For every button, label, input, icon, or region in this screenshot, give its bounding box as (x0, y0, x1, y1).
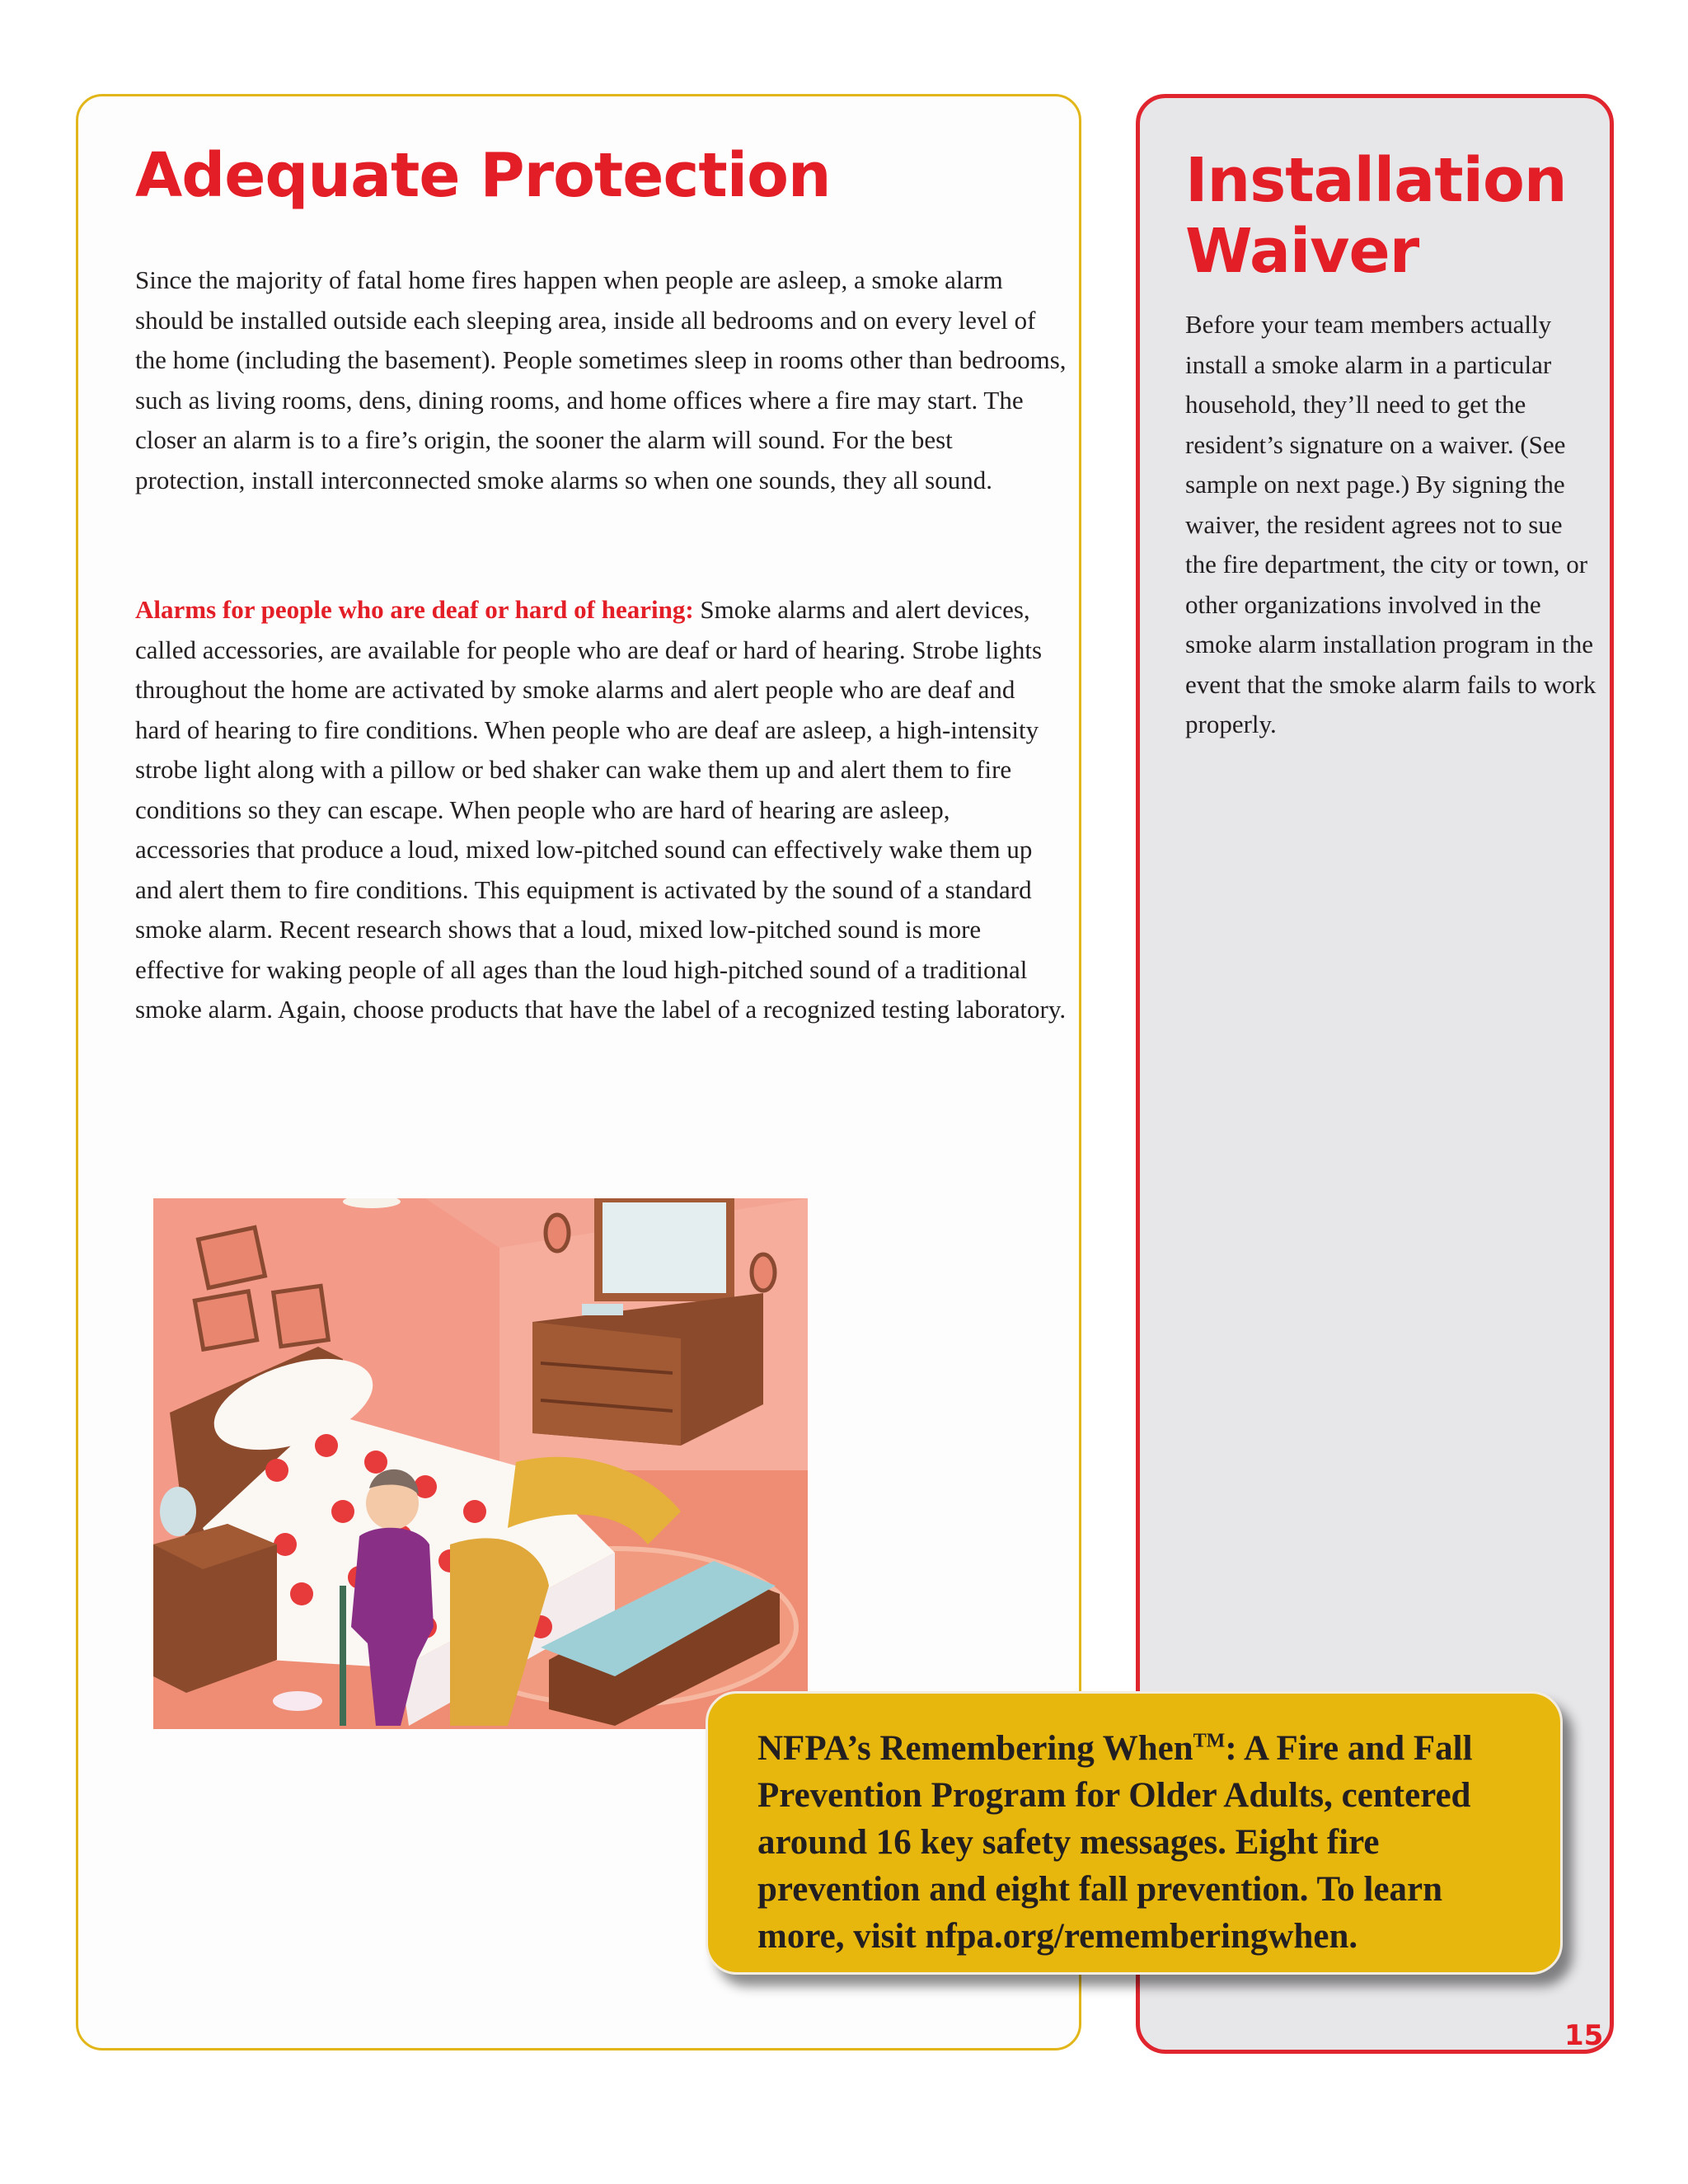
sidebar-title: Installation Waiver (1185, 145, 1567, 287)
bedroom-illustration (153, 1198, 808, 1729)
hearing-paragraph (135, 590, 1067, 1030)
hearing-paragraph-body: Smoke alarms and alert devices, called accessories, are available for people who are deaf or hard of hearing. Strobe lights throughout the home are activated by smoke alarms and alert people who are deaf and hard of hearing to fire conditions. When people who are deaf are asleep, a high-intensity strobe light along with a pillow or bed shaker can wake them up and alert them to fire conditions so they can escape. When people who are hard of hearing are asleep, accessories that produce a loud, mixed low-pitched sound can effectively wake them up and alert them to fire conditions. This equipment is activated by the sound of a standard smoke alarm. Recent research shows that a loud, mixed low-pitched sound is more effective for waking people of all ages than the loud high-pitched sound of a traditional smoke alarm. Again, choose products that have the label of a recognized testing laboratory. (135, 595, 1067, 1024)
trademark-symbol: TM (1193, 1730, 1226, 1752)
hearing-paragraph-lead: Alarms for people who are deaf or hard of hearing: (135, 595, 694, 624)
sidebar-text: Before your team members actually install a smoke alarm in a particular household, they’ll need to get the resident’s signature on a waiver. (See sample on next page.) By signing the waiver, the resident agrees not to sue the fire department, the city or town, or other organizations involved in the smoke alarm installation program in the event that the smoke alarm fails to work properly. (1185, 310, 1597, 738)
callout-text-start: NFPA’s Remembering When (757, 1729, 1193, 1768)
callout-text-end: : A Fire and Fall Prevention Program for Older Adults, centered around 16 key safety messages. Eight fire prevention and eight fall prevention. To learn more, visit nfpa.org/rememberingwhen. (757, 1729, 1473, 1956)
intro-paragraph: Since the majority of fatal home fires happen when people are asleep, a smoke alarm should be installed outside each sleeping area, inside all bedrooms and on every level of the home (including the basement). People sometimes sleep in rooms other than bedrooms, such as living rooms, dens, dining rooms, and home offices where a fire may start. The closer an alarm is to a fire’s origin, the sooner the alarm will sound. For the best protection, install interconnected smoke alarms so when one sounds, they all sound. (135, 265, 1067, 494)
page-number: 15 (1564, 2019, 1604, 2052)
page-title: Adequate Protection (135, 140, 831, 211)
program-callout-text (757, 1725, 1532, 1960)
program-callout-box (706, 1691, 1563, 1975)
